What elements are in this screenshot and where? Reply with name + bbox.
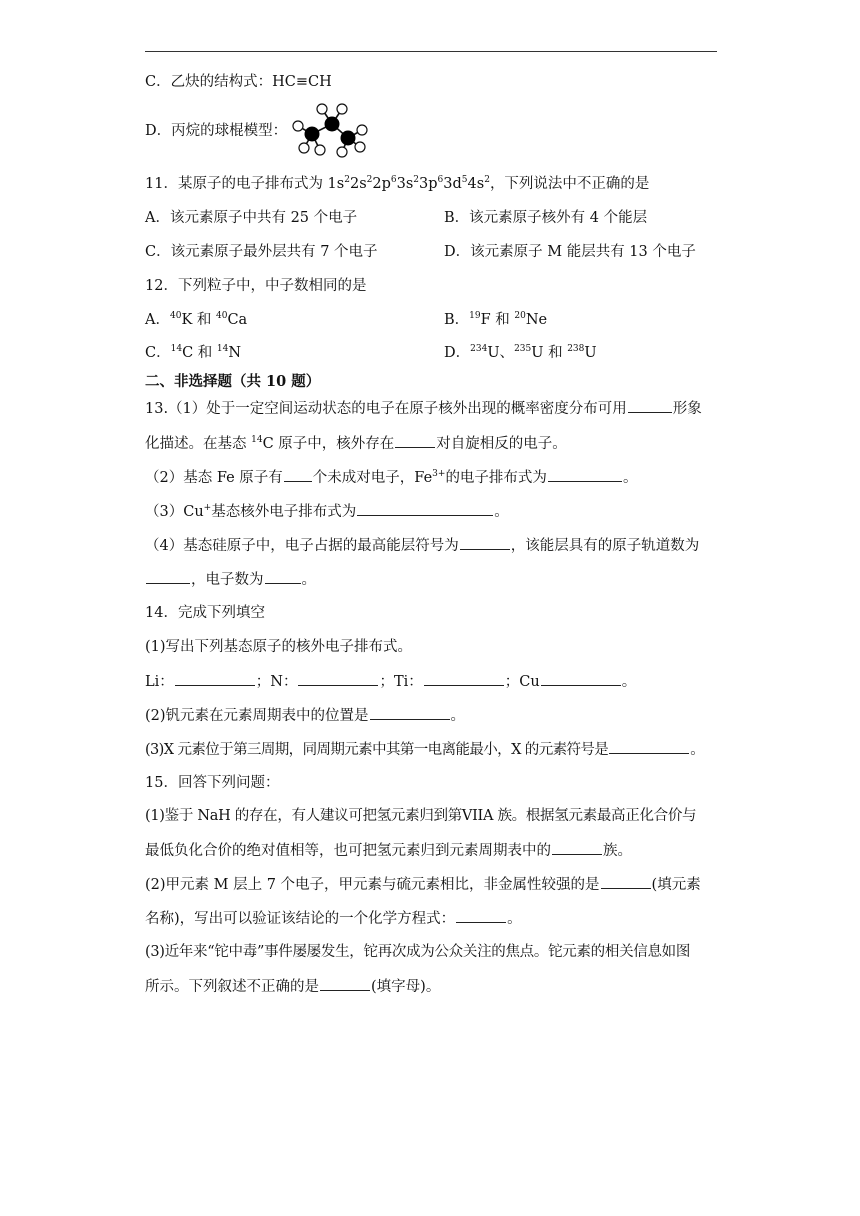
q15-part2-line2: 名称)，写出可以验证该结论的一个化学方程式： 。	[145, 908, 522, 929]
q14-part1: (1)写出下列基态原子的核外电子排布式。	[145, 639, 413, 655]
answer-blank[interactable]	[628, 398, 672, 413]
q13-line4: （3）Cu+基态核外电子排布式为 。	[145, 501, 509, 522]
answer-blank[interactable]	[552, 840, 602, 855]
q12-option-b: B．$^{19}$F 和 $^{20}$Ne	[444, 311, 548, 328]
q15-part1-line1: (1)鉴于 NaH 的存在，有人建议可把氢元素归到第VIIA 族。根据氢元素最高正化合价与	[145, 808, 697, 824]
q15-part2-line1: (2)甲元素 M 层上 7 个电子，甲元素与硫元素相比，非金属性较强的是 (填元素	[145, 874, 701, 895]
q13-line5: （4）基态硅原子中，电子占据的最高能层符号为 ，该能层具有的原子轨道数为	[145, 535, 699, 556]
q14-configs-line: Li： ；N： ；Ti： ；Cu 。	[145, 671, 636, 692]
q13-line6: ，电子数为 。	[145, 569, 316, 590]
q11-option-c: C．该元素原子最外层共有 7 个电子	[145, 244, 378, 260]
propane-ball-stick-model-image	[290, 100, 380, 160]
q13-line3: （2）基态 Fe 原子有 个未成对电子，$Fe^{3+}$的电子排布式为 。	[145, 467, 637, 488]
answer-blank[interactable]	[456, 908, 506, 923]
answer-blank[interactable]	[175, 671, 255, 686]
q11-option-d: D．该元素原子 M 能层共有 13 个电子	[444, 244, 696, 260]
answer-blank[interactable]	[548, 467, 622, 482]
q12-option-c: C．$^{14}$C 和 $^{14}$N	[145, 344, 242, 361]
q14-part2: (2)钒元素在元素周期表中的位置是 。	[145, 705, 465, 726]
header-rule	[145, 51, 717, 52]
q11-option-a: A．该元素原子中共有 25 个电子	[145, 210, 358, 226]
q12-stem: 12．下列粒子中，中子数相同的是	[145, 278, 367, 294]
q11-stem: 11．某原子的电子排布式为 $1s^22s^22p^63s^23p^63d^54s^2$，下列说法中不正确的是	[145, 175, 650, 192]
answer-blank[interactable]	[357, 501, 493, 516]
option-d-propane: D．丙烷的球棍模型：	[145, 123, 288, 139]
option-c-acetylene: C．乙炔的结构式：HC≡CH	[145, 74, 332, 90]
answer-blank[interactable]	[601, 874, 651, 889]
answer-blank[interactable]	[298, 671, 378, 686]
answer-blank[interactable]	[395, 433, 435, 448]
q12-option-a: A．$^{40}$K 和 $^{40}$Ca	[145, 311, 248, 328]
answer-blank[interactable]	[265, 569, 301, 584]
q14-part3: (3)X 元素位于第三周期，同周期元素中其第一电离能最小，X 的元素符号是 。	[145, 739, 704, 760]
answer-blank[interactable]	[370, 705, 450, 720]
q13-line2: 化描述。在基态 $^{14}$C 原子中，核外存在 对自旋相反的电子。	[145, 433, 567, 454]
answer-blank[interactable]	[284, 467, 312, 482]
answer-blank[interactable]	[541, 671, 621, 686]
answer-blank[interactable]	[320, 976, 370, 991]
q15-part3-line1: (3)近年来“铊中毒”事件屡屡发生，铊再次成为公众关注的焦点。铊元素的相关信息如图	[145, 944, 691, 960]
q11-option-b: B．该元素原子核外有 4 个能层	[444, 210, 648, 226]
section-heading-non-choice: 二、非选择题（共 10 题）	[145, 373, 321, 390]
q12-option-d: D．$^{234}$U、$^{235}$U 和 $^{238}$U	[444, 344, 597, 361]
q15-part1-line2: 最低负化合价的绝对值相等，也可把氢元素归到元素周期表中的 族。	[145, 840, 632, 861]
answer-blank[interactable]	[609, 739, 689, 754]
answer-blank[interactable]	[424, 671, 504, 686]
q13-line1: 13.（1）处于一定空间运动状态的电子在原子核外出现的概率密度分布可用 形象	[145, 398, 702, 419]
q15-part3-line2: 所示。下列叙述不正确的是 (填字母)。	[145, 976, 440, 997]
answer-blank[interactable]	[460, 535, 510, 550]
q15-stem: 15．回答下列问题：	[145, 775, 280, 791]
q14-stem: 14．完成下列填空	[145, 605, 265, 621]
answer-blank[interactable]	[146, 569, 190, 584]
